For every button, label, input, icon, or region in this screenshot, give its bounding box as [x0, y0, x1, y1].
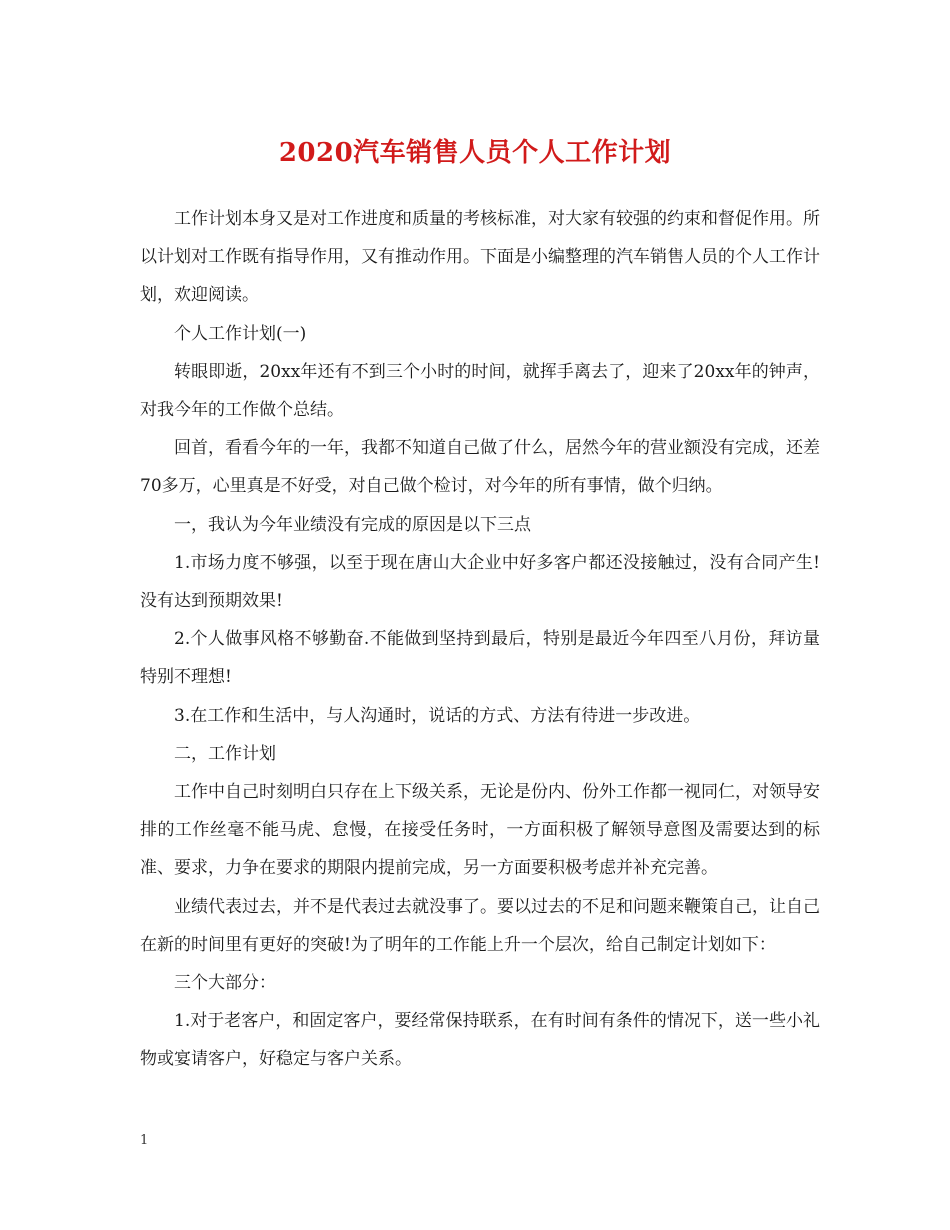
- section-heading-work-plan: 二，工作计划: [174, 743, 276, 764]
- page-number: 1: [140, 1133, 149, 1148]
- paragraph-intro: 工作计划本身又是对工作进度和质量的考核标准，对大家有较强的约束和督促作用。所以计划对工作既有指导作用，又有推动作用。下面是小编整理的汽车销售人员的个人工作计划，欢迎阅读。: [140, 209, 820, 306]
- document-title: 2020汽车销售人员个人工作计划: [278, 138, 672, 168]
- paragraph: 业绩代表过去，并不是代表过去就没事了。要以过去的不足和问题来鞭策自己，让自己在新的时间里有更好的突破!为了明年的工作能上升一个层次，给自己制定计划如下：: [140, 896, 820, 955]
- document-body: [140, 200, 820, 1079]
- paragraph: 工作中自己时刻明白只存在上下级关系，无论是份内、份外工作都一视同仁，对领导安排的工作丝毫不能马虎、怠慢，在接受任务时，一方面积极了解领导意图及需要达到的标准、要求，力争在要求的期限内提前完成，另一方面要积极考虑并补充完善。: [140, 782, 820, 879]
- list-item: 3.在工作和生活中，与人沟通时，说话的方式、方法有待进一步改进。: [174, 705, 701, 726]
- section-heading-plan-one: 个人工作计划(一): [174, 323, 307, 344]
- list-item: 2.个人做事风格不够勤奋.不能做到坚持到最后，特别是最近今年四至八月份，拜访量特别不理想!: [140, 629, 820, 688]
- paragraph: 转眼即逝，20xx年还有不到三个小时的时间，就挥手离去了，迎来了20xx年的钟声，对我今年的工作做个总结。: [140, 361, 820, 421]
- section-heading-reasons: 一，我认为今年业绩没有完成的原因是以下三点: [174, 514, 531, 535]
- list-item: 1.对于老客户，和固定客户，要经常保持联系，在有时间有条件的情况下，送一些小礼物或宴请客户，好稳定与客户关系。: [140, 1011, 820, 1070]
- paragraph: 回首，看看今年的一年，我都不知道自己做了什么，居然今年的营业额没有完成，还差70多万，心里真是不好受，对自己做个检讨，对今年的所有事情，做个归纳。: [140, 438, 820, 497]
- list-item: 1.市场力度不够强，以至于现在唐山大企业中好多客户都还没接触过，没有合同产生!没有达到预期效果!: [140, 552, 820, 612]
- section-heading-three-parts: 三个大部分：: [174, 973, 276, 994]
